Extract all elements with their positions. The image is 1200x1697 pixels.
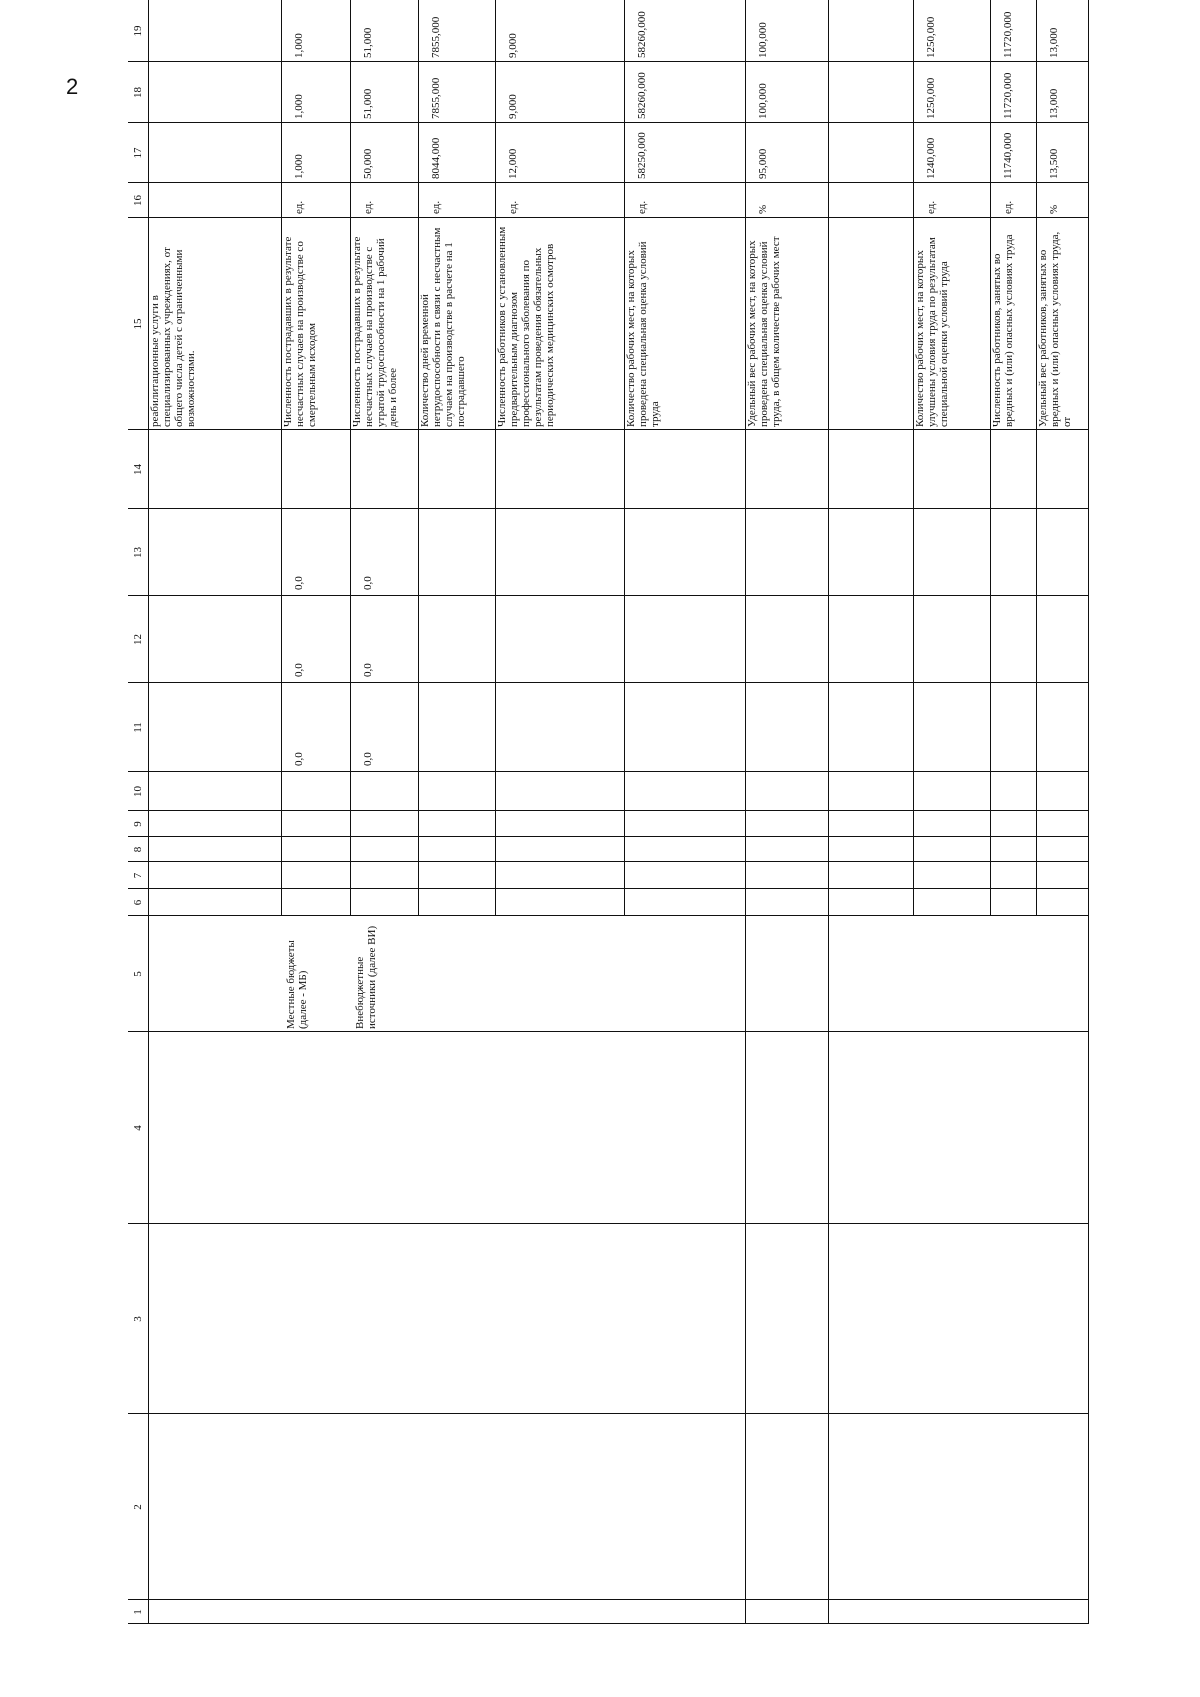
unit: % — [1048, 204, 1060, 214]
value-col-18: 1,000 — [293, 94, 305, 119]
unit: ед. — [636, 200, 648, 214]
indicator-text: Численность работников с установленным предварительным диагнозом профессионального заболевания по результатам проведения обязательных периодических медицинских осмотров — [496, 226, 556, 427]
indicator-text: Удельный вес рабочих мест, на которых проведена специальная оценка условий труда, в общем количестве рабочих мест — [746, 236, 782, 427]
value-col-18: 1250,000 — [925, 77, 937, 119]
value-col-19: 1,000 — [293, 33, 305, 58]
value-col-19: 58260,000 — [636, 11, 648, 58]
unit: % — [757, 204, 769, 214]
value-col-17: 13,500 — [1048, 148, 1060, 179]
value-col-18: 100,000 — [757, 83, 769, 119]
column-number-15: 15 — [132, 318, 144, 330]
value-col-17: 1,000 — [293, 154, 305, 179]
column-number-13: 13 — [132, 547, 144, 558]
column-number-5: 5 — [132, 971, 144, 977]
column-number-14: 14 — [132, 464, 144, 475]
value-col-17: 1240,000 — [925, 137, 937, 179]
indicator-text: Численность пострадавших в результате несчастных случаев на производстве с утратой трудоспособности на 1 рабочий день и более — [351, 236, 399, 427]
value-col-13: 0,0 — [293, 576, 305, 590]
indicator-text: Количество рабочих мест, на которых улучшены условия труда по результатам специальной оценки условий труда — [914, 237, 950, 427]
unit: ед. — [925, 200, 937, 214]
value-col-17: 58250,000 — [636, 132, 648, 179]
indicator-text: реабилитационные услуги в специализированных учреждениях, от общего числа детей с ограниченными возможностями. — [149, 247, 197, 427]
value-col-19: 51,000 — [362, 27, 374, 58]
value-col-19: 11720,000 — [1002, 11, 1014, 58]
indicator-text: Количество рабочих мест, на которых проведена специальная оценка условий труда — [625, 241, 661, 427]
unit: ед. — [430, 200, 442, 214]
value-col-19: 7855,000 — [430, 16, 442, 58]
value-col-17: 12,000 — [507, 148, 519, 179]
value-col-19: 13,000 — [1048, 27, 1060, 58]
value-col-18: 11720,000 — [1002, 72, 1014, 119]
column-number-7: 7 — [132, 872, 144, 879]
value-col-19: 1250,000 — [925, 16, 937, 58]
column-number-4: 4 — [132, 1125, 144, 1131]
rotated-table — [128, 0, 1128, 1624]
value-col-18: 13,000 — [1048, 88, 1060, 119]
column-number-11: 11 — [132, 722, 144, 733]
value-col-19: 100,000 — [757, 22, 769, 58]
value-col-18: 51,000 — [362, 88, 374, 119]
column-number-19: 19 — [132, 25, 144, 37]
column-number-10: 10 — [132, 786, 144, 797]
value-col-18: 9,000 — [507, 94, 519, 119]
column-number-3: 3 — [132, 1316, 144, 1322]
funding-source: Внебюджетные источники (далее ВИ) — [354, 925, 378, 1029]
column-number-6: 6 — [132, 899, 144, 906]
column-number-1: 1 — [132, 1609, 144, 1615]
indicator-text: Численность пострадавших в результате несчастных случаев на производстве со смертельным исходом — [282, 236, 318, 427]
column-number-9: 9 — [132, 821, 144, 827]
unit: ед. — [293, 200, 305, 214]
value-col-13: 0,0 — [362, 576, 374, 590]
indicator-text: Удельный вес работников, занятых во вредных и (или) опасных условиях труда, от — [1037, 231, 1073, 427]
value-col-11: 0,0 — [293, 752, 305, 766]
value-col-17: 50,000 — [362, 148, 374, 179]
column-number-12: 12 — [132, 634, 144, 645]
value-col-19: 9,000 — [507, 33, 519, 58]
page-number: 2 — [66, 74, 79, 99]
column-number-18: 18 — [132, 87, 144, 98]
indicator-text: Количество дней временной нетрудоспособности в связи с несчастным случаем на производстве в расчете на 1 пострадавшего — [419, 227, 467, 427]
value-col-11: 0,0 — [362, 752, 374, 766]
funding-source: Местные бюджеты (далее - МБ) — [285, 940, 309, 1029]
value-col-12: 0,0 — [293, 663, 305, 677]
value-col-17: 11740,000 — [1002, 132, 1014, 179]
unit: ед. — [362, 200, 374, 214]
unit: ед. — [507, 200, 519, 214]
value-col-18: 7855,000 — [430, 77, 442, 119]
column-number-17: 17 — [132, 147, 144, 159]
column-number-16: 16 — [132, 195, 144, 206]
value-col-17: 95,000 — [757, 148, 769, 179]
column-number-8: 8 — [132, 846, 144, 853]
value-col-17: 8044,000 — [430, 137, 442, 179]
value-col-18: 58260,000 — [636, 72, 648, 119]
indicator-text: Численность работников, занятых во вредных и (или) опасных условиях труда — [991, 234, 1015, 427]
column-number-2: 2 — [132, 1504, 144, 1510]
unit: ед. — [1002, 200, 1014, 214]
value-col-12: 0,0 — [362, 663, 374, 677]
